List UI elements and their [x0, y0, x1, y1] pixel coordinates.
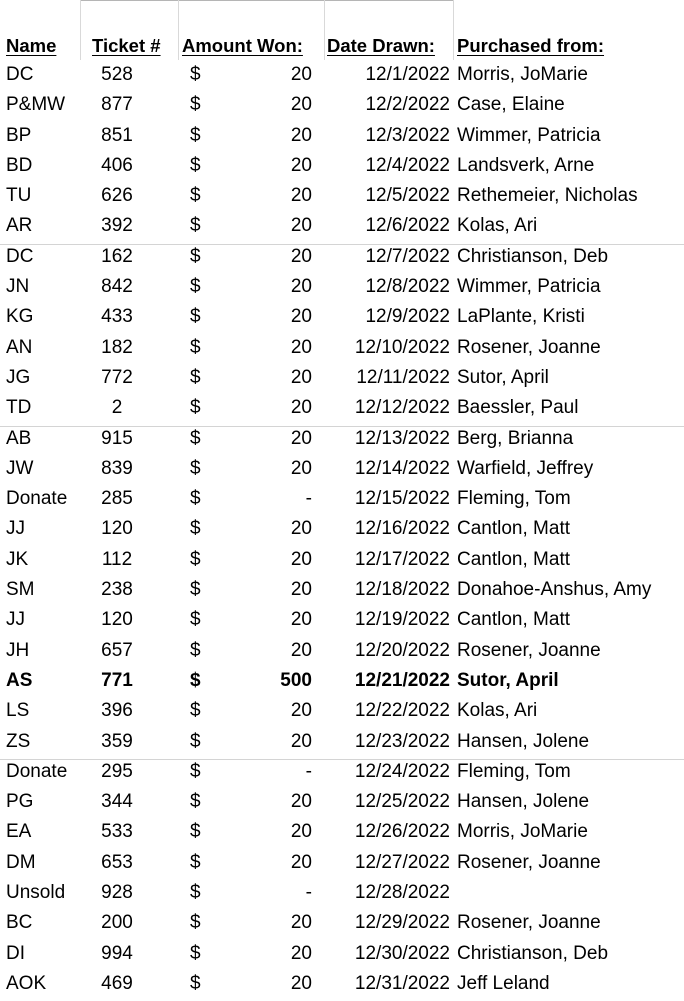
table-row[interactable]	[0, 759, 684, 789]
cell-name: AR	[6, 215, 33, 237]
cell-amount: 20	[290, 912, 312, 934]
table-row[interactable]	[0, 577, 684, 607]
cell-amount: 20	[290, 306, 312, 328]
row-separator	[0, 244, 684, 245]
cell-name: DC	[6, 245, 34, 267]
cell-purchased-from: Case, Elaine	[457, 94, 565, 116]
cell-name: BP	[6, 124, 32, 146]
table-row[interactable]	[0, 395, 684, 425]
cell-purchased-from: Wimmer, Patricia	[457, 124, 601, 146]
cell-date: 12/8/2022	[365, 276, 450, 298]
table-row[interactable]	[0, 92, 684, 122]
cell-ticket: 344	[101, 791, 133, 813]
cell-purchased-from: Hansen, Jolene	[457, 791, 590, 813]
cell-purchased-from: Rosener, Joanne	[457, 851, 601, 873]
cell-amount: 20	[290, 154, 312, 176]
cell-name: JK	[6, 548, 29, 570]
table-row[interactable]	[0, 365, 684, 395]
cell-date: 12/4/2022	[365, 154, 450, 176]
cell-currency: $	[190, 851, 201, 873]
cell-purchased-from: Fleming, Tom	[457, 488, 571, 510]
cell-name: JH	[6, 639, 30, 661]
cell-currency: $	[190, 548, 201, 570]
cell-date: 12/22/2022	[354, 700, 450, 722]
cell-amount: 20	[290, 215, 312, 237]
cell-ticket: 915	[101, 427, 133, 449]
cell-currency: $	[190, 154, 201, 176]
cell-name: JJ	[6, 609, 25, 631]
table-row[interactable]	[0, 880, 684, 910]
cell-amount: 20	[290, 821, 312, 843]
cell-date: 12/7/2022	[365, 245, 450, 267]
table-row[interactable]	[0, 819, 684, 849]
table-row[interactable]	[0, 456, 684, 486]
cell-purchased-from: LaPlante, Kristi	[457, 306, 585, 328]
cell-purchased-from: Morris, JoMarie	[457, 821, 588, 843]
table-row[interactable]	[0, 668, 684, 698]
cell-name: AB	[6, 427, 32, 449]
cell-currency: $	[190, 579, 201, 601]
cell-amount: 20	[290, 64, 312, 85]
header-name: Name	[6, 35, 57, 56]
table-row[interactable]	[0, 274, 684, 304]
cell-name: Donate	[6, 488, 68, 510]
cell-ticket: 928	[101, 882, 133, 904]
cell-currency: $	[190, 94, 201, 116]
table-row[interactable]	[0, 335, 684, 365]
cell-ticket: 528	[101, 64, 133, 85]
cell-purchased-from: Jeff Leland	[457, 972, 550, 994]
table-row[interactable]	[0, 698, 684, 728]
cell-amount: 20	[290, 579, 312, 601]
cell-amount: 500	[280, 669, 312, 691]
cell-amount: 20	[290, 366, 312, 388]
cell-ticket: 120	[101, 609, 133, 631]
cell-date: 12/28/2022	[354, 882, 450, 904]
cell-name: Unsold	[6, 882, 66, 904]
header-amount-won: Amount Won:	[182, 35, 303, 56]
cell-purchased-from: Sutor, April	[457, 366, 549, 388]
cell-amount: 20	[290, 518, 312, 540]
cell-name: JN	[6, 276, 30, 298]
cell-currency: $	[190, 397, 201, 419]
cell-amount: 20	[290, 548, 312, 570]
cell-name: AN	[6, 336, 33, 358]
cell-date: 12/13/2022	[354, 427, 450, 449]
table-row[interactable]	[0, 153, 684, 183]
cell-currency: $	[190, 276, 201, 298]
cell-ticket: 406	[101, 154, 133, 176]
table-row[interactable]	[0, 304, 684, 334]
cell-date: 12/31/2022	[354, 972, 450, 994]
cell-name: JG	[6, 366, 31, 388]
cell-amount: 20	[290, 700, 312, 722]
cell-ticket: 994	[101, 942, 133, 964]
table-row[interactable]	[0, 789, 684, 819]
cell-purchased-from: Christianson, Deb	[457, 245, 609, 267]
cell-currency: $	[190, 185, 201, 207]
cell-name: LS	[6, 700, 30, 722]
cell-amount: 20	[290, 609, 312, 631]
cell-name: DM	[6, 851, 36, 873]
table-row[interactable]	[0, 638, 684, 668]
cell-currency: $	[190, 669, 201, 691]
cell-ticket: 771	[101, 669, 133, 691]
cell-date: 12/20/2022	[354, 639, 450, 661]
table-row[interactable]	[0, 729, 684, 759]
cell-purchased-from: Berg, Brianna	[457, 427, 574, 449]
cell-date: 12/27/2022	[354, 851, 450, 873]
cell-amount: 20	[290, 276, 312, 298]
cell-currency: $	[190, 609, 201, 631]
cell-ticket: 396	[101, 700, 133, 722]
cell-ticket: 842	[101, 276, 133, 298]
cell-name: PG	[6, 791, 34, 813]
cell-date: 12/17/2022	[354, 548, 450, 570]
table-row[interactable]	[0, 910, 684, 940]
cell-date: 12/15/2022	[354, 488, 450, 510]
cell-date: 12/18/2022	[354, 579, 450, 601]
cell-ticket: 359	[101, 730, 133, 752]
cell-ticket: 392	[101, 215, 133, 237]
cell-purchased-from: Warfield, Jeffrey	[457, 457, 594, 479]
cell-amount: 20	[290, 851, 312, 873]
cell-currency: $	[190, 366, 201, 388]
cell-currency: $	[190, 730, 201, 752]
header-date-drawn: Date Drawn:	[327, 35, 435, 56]
cell-purchased-from: Wimmer, Patricia	[457, 276, 601, 298]
cell-ticket: 2	[111, 397, 123, 419]
cell-currency: $	[190, 821, 201, 843]
cell-purchased-from: Morris, JoMarie	[457, 64, 588, 85]
cell-currency: $	[190, 457, 201, 479]
cell-amount: -	[305, 882, 312, 904]
cell-ticket: 120	[101, 518, 133, 540]
cell-amount: 20	[290, 427, 312, 449]
cell-amount: 20	[290, 942, 312, 964]
table-row[interactable]	[0, 971, 684, 1001]
cell-amount: 20	[290, 457, 312, 479]
row-separator	[0, 759, 684, 760]
cell-date: 12/6/2022	[365, 215, 450, 237]
cell-ticket: 772	[101, 366, 133, 388]
cell-ticket: 162	[101, 245, 133, 267]
cell-purchased-from: Christianson, Deb	[457, 942, 609, 964]
cell-purchased-from: Sutor, April	[457, 669, 559, 691]
cell-ticket: 469	[101, 972, 133, 994]
cell-amount: 20	[290, 336, 312, 358]
cell-currency: $	[190, 791, 201, 813]
cell-name: KG	[6, 306, 34, 328]
cell-amount: 20	[290, 730, 312, 752]
cell-date: 12/30/2022	[354, 942, 450, 964]
header-purchased-from: Purchased from:	[457, 35, 605, 56]
cell-date: 12/10/2022	[354, 336, 450, 358]
cell-purchased-from: Kolas, Ari	[457, 215, 538, 237]
cell-name: JW	[6, 457, 34, 479]
cell-amount: 20	[290, 972, 312, 994]
cell-date: 12/21/2022	[354, 669, 450, 691]
cell-date: 12/1/2022	[365, 64, 450, 85]
cell-date: 12/24/2022	[354, 760, 450, 782]
cell-amount: 20	[290, 245, 312, 267]
cell-currency: $	[190, 64, 201, 85]
cell-currency: $	[190, 427, 201, 449]
cell-amount: 20	[290, 791, 312, 813]
cell-date: 12/12/2022	[354, 397, 450, 419]
cell-purchased-from: Kolas, Ari	[457, 700, 538, 722]
cell-name: DC	[6, 64, 34, 85]
header-ticket: Ticket #	[92, 35, 161, 56]
cell-amount: -	[305, 488, 312, 510]
cell-currency: $	[190, 306, 201, 328]
cell-currency: $	[190, 336, 201, 358]
cell-name: SM	[6, 579, 35, 601]
cell-name: EA	[6, 821, 32, 843]
cell-name: TD	[6, 397, 32, 419]
cell-ticket: 182	[101, 336, 133, 358]
cell-date: 12/11/2022	[356, 366, 450, 388]
cell-date: 12/14/2022	[354, 457, 450, 479]
cell-purchased-from: Rosener, Joanne	[457, 912, 601, 934]
cell-ticket: 238	[101, 579, 133, 601]
cell-currency: $	[190, 972, 201, 994]
cell-purchased-from: Cantlon, Matt	[457, 548, 570, 570]
cell-ticket: 533	[101, 821, 133, 843]
cell-purchased-from: Fleming, Tom	[457, 760, 571, 782]
cell-name: ZS	[6, 730, 31, 752]
cell-currency: $	[190, 245, 201, 267]
cell-ticket: 657	[101, 639, 133, 661]
table-row[interactable]	[0, 850, 684, 880]
cell-ticket: 839	[101, 457, 133, 479]
cell-name: AS	[6, 669, 33, 691]
table-row[interactable]	[0, 183, 684, 213]
cell-currency: $	[190, 518, 201, 540]
cell-date: 12/3/2022	[365, 124, 450, 146]
cell-date: 12/16/2022	[354, 518, 450, 540]
cell-ticket: 285	[101, 488, 133, 510]
cell-currency: $	[190, 215, 201, 237]
cell-purchased-from: Donahoe-Anshus, Amy	[457, 579, 652, 601]
cell-purchased-from: Cantlon, Matt	[457, 518, 570, 540]
cell-date: 12/25/2022	[354, 791, 450, 813]
cell-purchased-from: Cantlon, Matt	[457, 609, 570, 631]
cell-ticket: 851	[101, 124, 133, 146]
cell-name: BC	[6, 912, 33, 934]
header-row	[0, 0, 684, 60]
table-row[interactable]	[0, 516, 684, 546]
cell-currency: $	[190, 882, 201, 904]
cell-currency: $	[190, 700, 201, 722]
table-row[interactable]	[0, 123, 684, 153]
cell-date: 12/5/2022	[365, 185, 450, 207]
cell-amount: 20	[290, 185, 312, 207]
cell-ticket: 112	[101, 548, 133, 570]
cell-purchased-from: Baessler, Paul	[457, 397, 579, 419]
cell-currency: $	[190, 760, 201, 782]
table-row[interactable]	[0, 426, 684, 456]
cell-amount: 20	[290, 397, 312, 419]
cell-purchased-from: Rosener, Joanne	[457, 639, 601, 661]
cell-currency: $	[190, 488, 201, 510]
table-row[interactable]	[0, 486, 684, 516]
cell-currency: $	[190, 912, 201, 934]
cell-currency: $	[190, 639, 201, 661]
cell-amount: 20	[290, 124, 312, 146]
table-row[interactable]	[0, 62, 684, 92]
cell-name: JJ	[6, 518, 25, 540]
table-row[interactable]	[0, 607, 684, 637]
cell-purchased-from: Rosener, Joanne	[457, 336, 601, 358]
cell-name: BD	[6, 154, 33, 176]
cell-ticket: 877	[101, 94, 133, 116]
cell-ticket: 200	[101, 912, 133, 934]
cell-ticket: 433	[101, 306, 133, 328]
cell-ticket: 626	[101, 185, 133, 207]
cell-date: 12/29/2022	[354, 912, 450, 934]
cell-date: 12/26/2022	[354, 821, 450, 843]
row-separator	[0, 426, 684, 427]
table-row[interactable]	[0, 547, 684, 577]
cell-currency: $	[190, 124, 201, 146]
cell-date: 12/2/2022	[365, 94, 450, 116]
cell-date: 12/9/2022	[365, 306, 450, 328]
cell-amount: 20	[290, 639, 312, 661]
cell-purchased-from: Landsverk, Arne	[457, 154, 595, 176]
table-row[interactable]	[0, 213, 684, 243]
cell-ticket: 295	[101, 760, 133, 782]
cell-name: DI	[6, 942, 25, 964]
table-row[interactable]	[0, 941, 684, 971]
cell-currency: $	[190, 942, 201, 964]
cell-amount: -	[305, 760, 312, 782]
cell-name: TU	[6, 185, 32, 207]
cell-purchased-from: Rethemeier, Nicholas	[457, 185, 638, 207]
table-row[interactable]	[0, 244, 684, 274]
cell-ticket: 653	[101, 851, 133, 873]
cell-date: 12/23/2022	[354, 730, 450, 752]
cell-amount: 20	[290, 94, 312, 116]
data-rows	[0, 62, 684, 1001]
cell-date: 12/19/2022	[354, 609, 450, 631]
cell-name: AOK	[6, 972, 47, 994]
cell-name: Donate	[6, 760, 68, 782]
cell-purchased-from: Hansen, Jolene	[457, 730, 590, 752]
cell-name: P&MW	[6, 94, 66, 116]
